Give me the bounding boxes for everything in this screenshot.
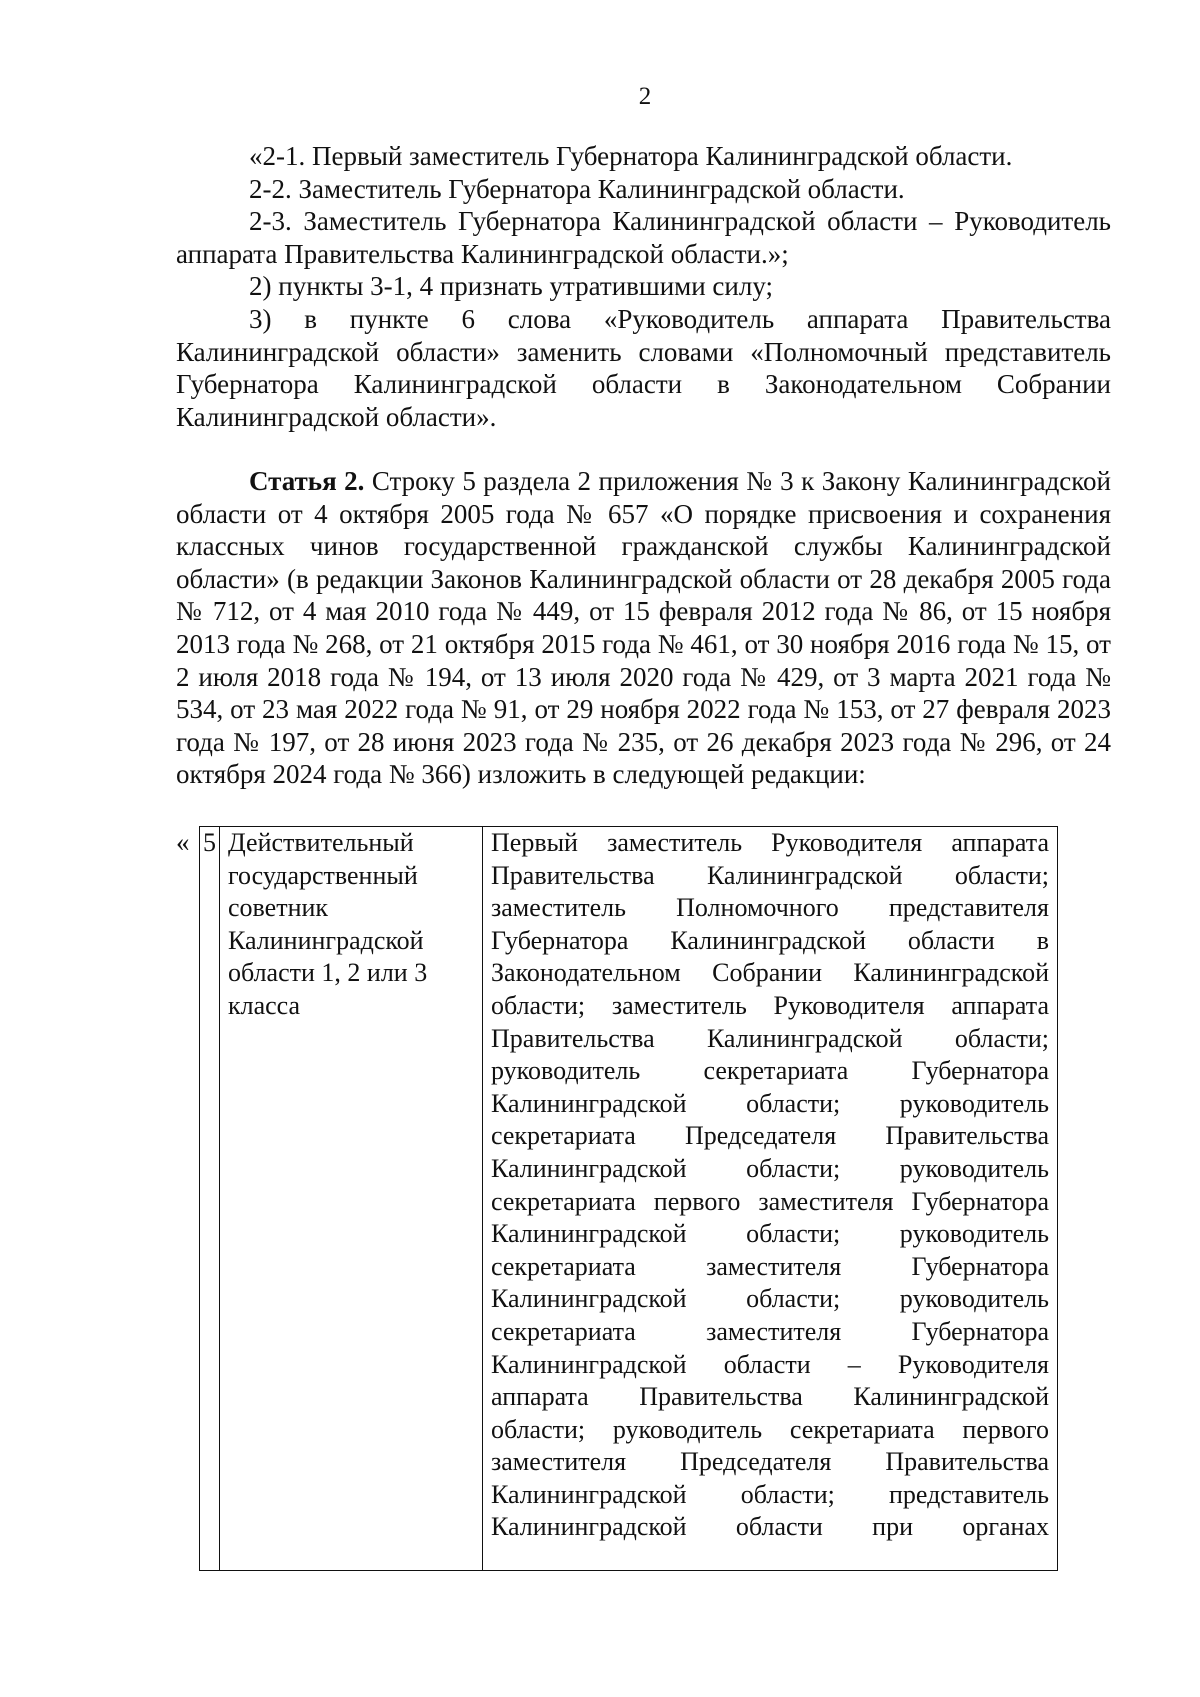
amendment-paragraphs [176, 140, 1111, 433]
class-rank-table [199, 826, 1058, 1571]
article-text: Строку 5 раздела 2 приложения № 3 к Закону Калининградской области от 4 октября 2005 года № 657 «О порядке присвоения и сохранения классных чинов государственной гражданской службы Калининградской области» (в редакции Законов Калининградской области от 28 декабря 2005 года № 712, от 4 мая 2010 года № 449, от 15 февраля 2012 года № 86, от 15 ноября 2013 года № 268, от 21 октября 2015 года № 461, от 30 ноября 2016 года № 15, от 2 июля 2018 года № 194, от 13 июля 2020 года № 429, от 3 марта 2021 года № 534, от 23 мая 2022 года № 91, от 29 ноября 2022 года № 153, от 27 февраля 2023 года № 197, от 28 июня 2023 года № 235, от 26 декабря 2023 года № 296, от 24 октября 2024 года № 366) изложить в следующей редакции: [176, 466, 1111, 790]
page-number: 2 [638, 83, 652, 110]
table-open-quote: « [176, 827, 190, 857]
positions-cell: Первый заместитель Руководителя аппарата Правительства Калининградской области; заместитель Полномочного представителя Губернатора Калининградской области в Законодательном Собрании Калининградской области; заместитель Руководителя аппарата Правительства Калининградской области; руководитель секретариата Губернатора Калининградской области; руководитель секретариата Председателя Правительства Калининградской области; руководитель секретариата первого заместителя Губернатора Калининградской области; руководитель секретариата заместителя Губернатора Калининградской области; руководитель секретариата заместителя Губернатора Калининградской области – Руководителя аппарата Правительства Калининградской области; руководитель секретариата первого заместителя Председателя Правительства Калининградской области; представитель Калининградской области при органах [483, 827, 1058, 1571]
row-number-cell: 5 [200, 827, 220, 1571]
article-2-paragraph [176, 465, 1111, 791]
paragraph-2-3: 2-3. Заместитель Губернатора Калининградской области – Руководитель аппарата Правительства Калининградской области.»; [176, 206, 1111, 269]
rank-cell: Действительный государственный советник Калининградской области 1, 2 или 3 класса [220, 827, 483, 1571]
paragraph-2-1: «2-1. Первый заместитель Губернатора Калининградской области. [249, 141, 1013, 171]
paragraph-item-2: 2) пункты 3-1, 4 признать утратившими силу; [249, 271, 773, 302]
paragraph-item-3: 3) в пункте 6 слова «Руководитель аппарата Правительства Калининградской области» заменить словами «Полномочный представитель Губернатора Калининградской области в Законодательном Собрании Калининградской области». [176, 303, 1111, 432]
paragraph-2-2: 2-2. Заместитель Губернатора Калининградской области. [249, 173, 905, 204]
table-row [200, 827, 1058, 1571]
article-2 [176, 465, 1111, 791]
article-heading: Статья 2. [249, 466, 365, 496]
